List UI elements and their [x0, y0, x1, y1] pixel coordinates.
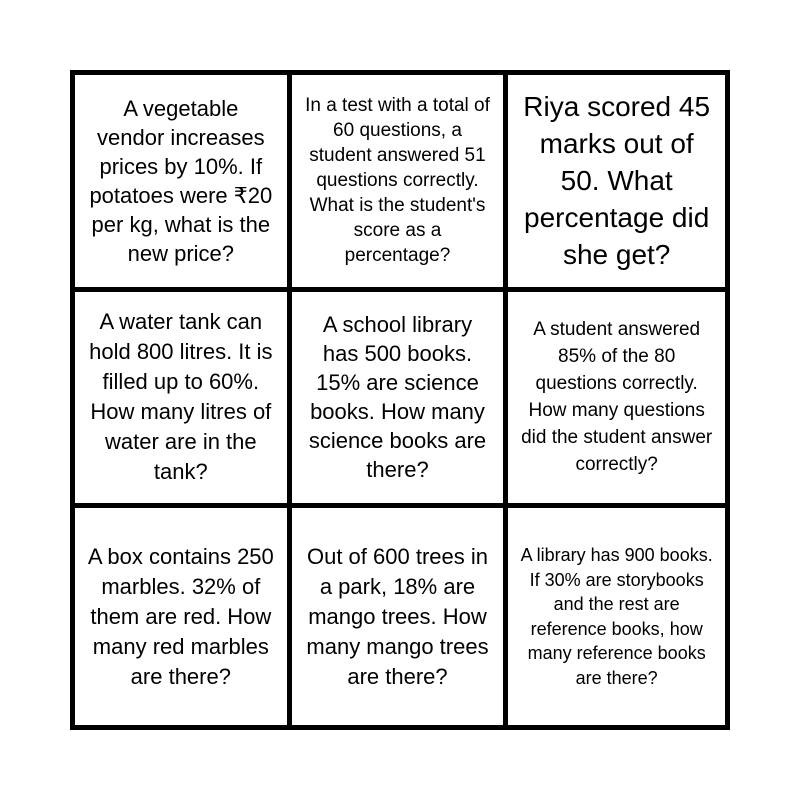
bingo-cell[interactable]: [292, 292, 509, 509]
bingo-cell[interactable]: [75, 75, 292, 292]
bingo-cell[interactable]: [292, 75, 509, 292]
cell-question-text: A student answered 85% of the 80 questions correctly. How many questions did the student answer correctly?: [521, 319, 713, 476]
cell-question-text: Out of 600 trees in a park, 18% are mango trees. How many mango trees are there?: [306, 543, 489, 689]
cell-question-text: A water tank can hold 800 litres. It is filled up to 60%. How many litres of water are in the tank?: [89, 309, 273, 485]
cell-question-text: In a test with a total of 60 questions, a student answered 51 questions correctly. What is the student's score as a percentage?: [305, 95, 490, 267]
bingo-cell[interactable]: [75, 508, 292, 725]
cell-question-text: A library has 900 books. If 30% are storybooks and the rest are reference books, how many reference books are there?: [520, 545, 713, 688]
bingo-cell[interactable]: [508, 292, 725, 509]
bingo-cell[interactable]: [292, 508, 509, 725]
cell-question-text: A box contains 250 marbles. 32% of them are red. How many red marbles are there?: [87, 543, 274, 689]
cell-question-text: A school library has 500 books. 15% are science books. How many science books are there?: [308, 312, 487, 483]
bingo-board: [70, 70, 730, 730]
cell-question-text: Riya scored 45 marks out of 50. What percentage did she get?: [523, 91, 711, 271]
bingo-cell[interactable]: [75, 292, 292, 509]
cell-question-text: A vegetable vendor increases prices by 10%. If potatoes were ₹20 per kg, what is the new price?: [89, 95, 273, 266]
bingo-cell[interactable]: [508, 508, 725, 725]
bingo-cell[interactable]: [508, 75, 725, 292]
